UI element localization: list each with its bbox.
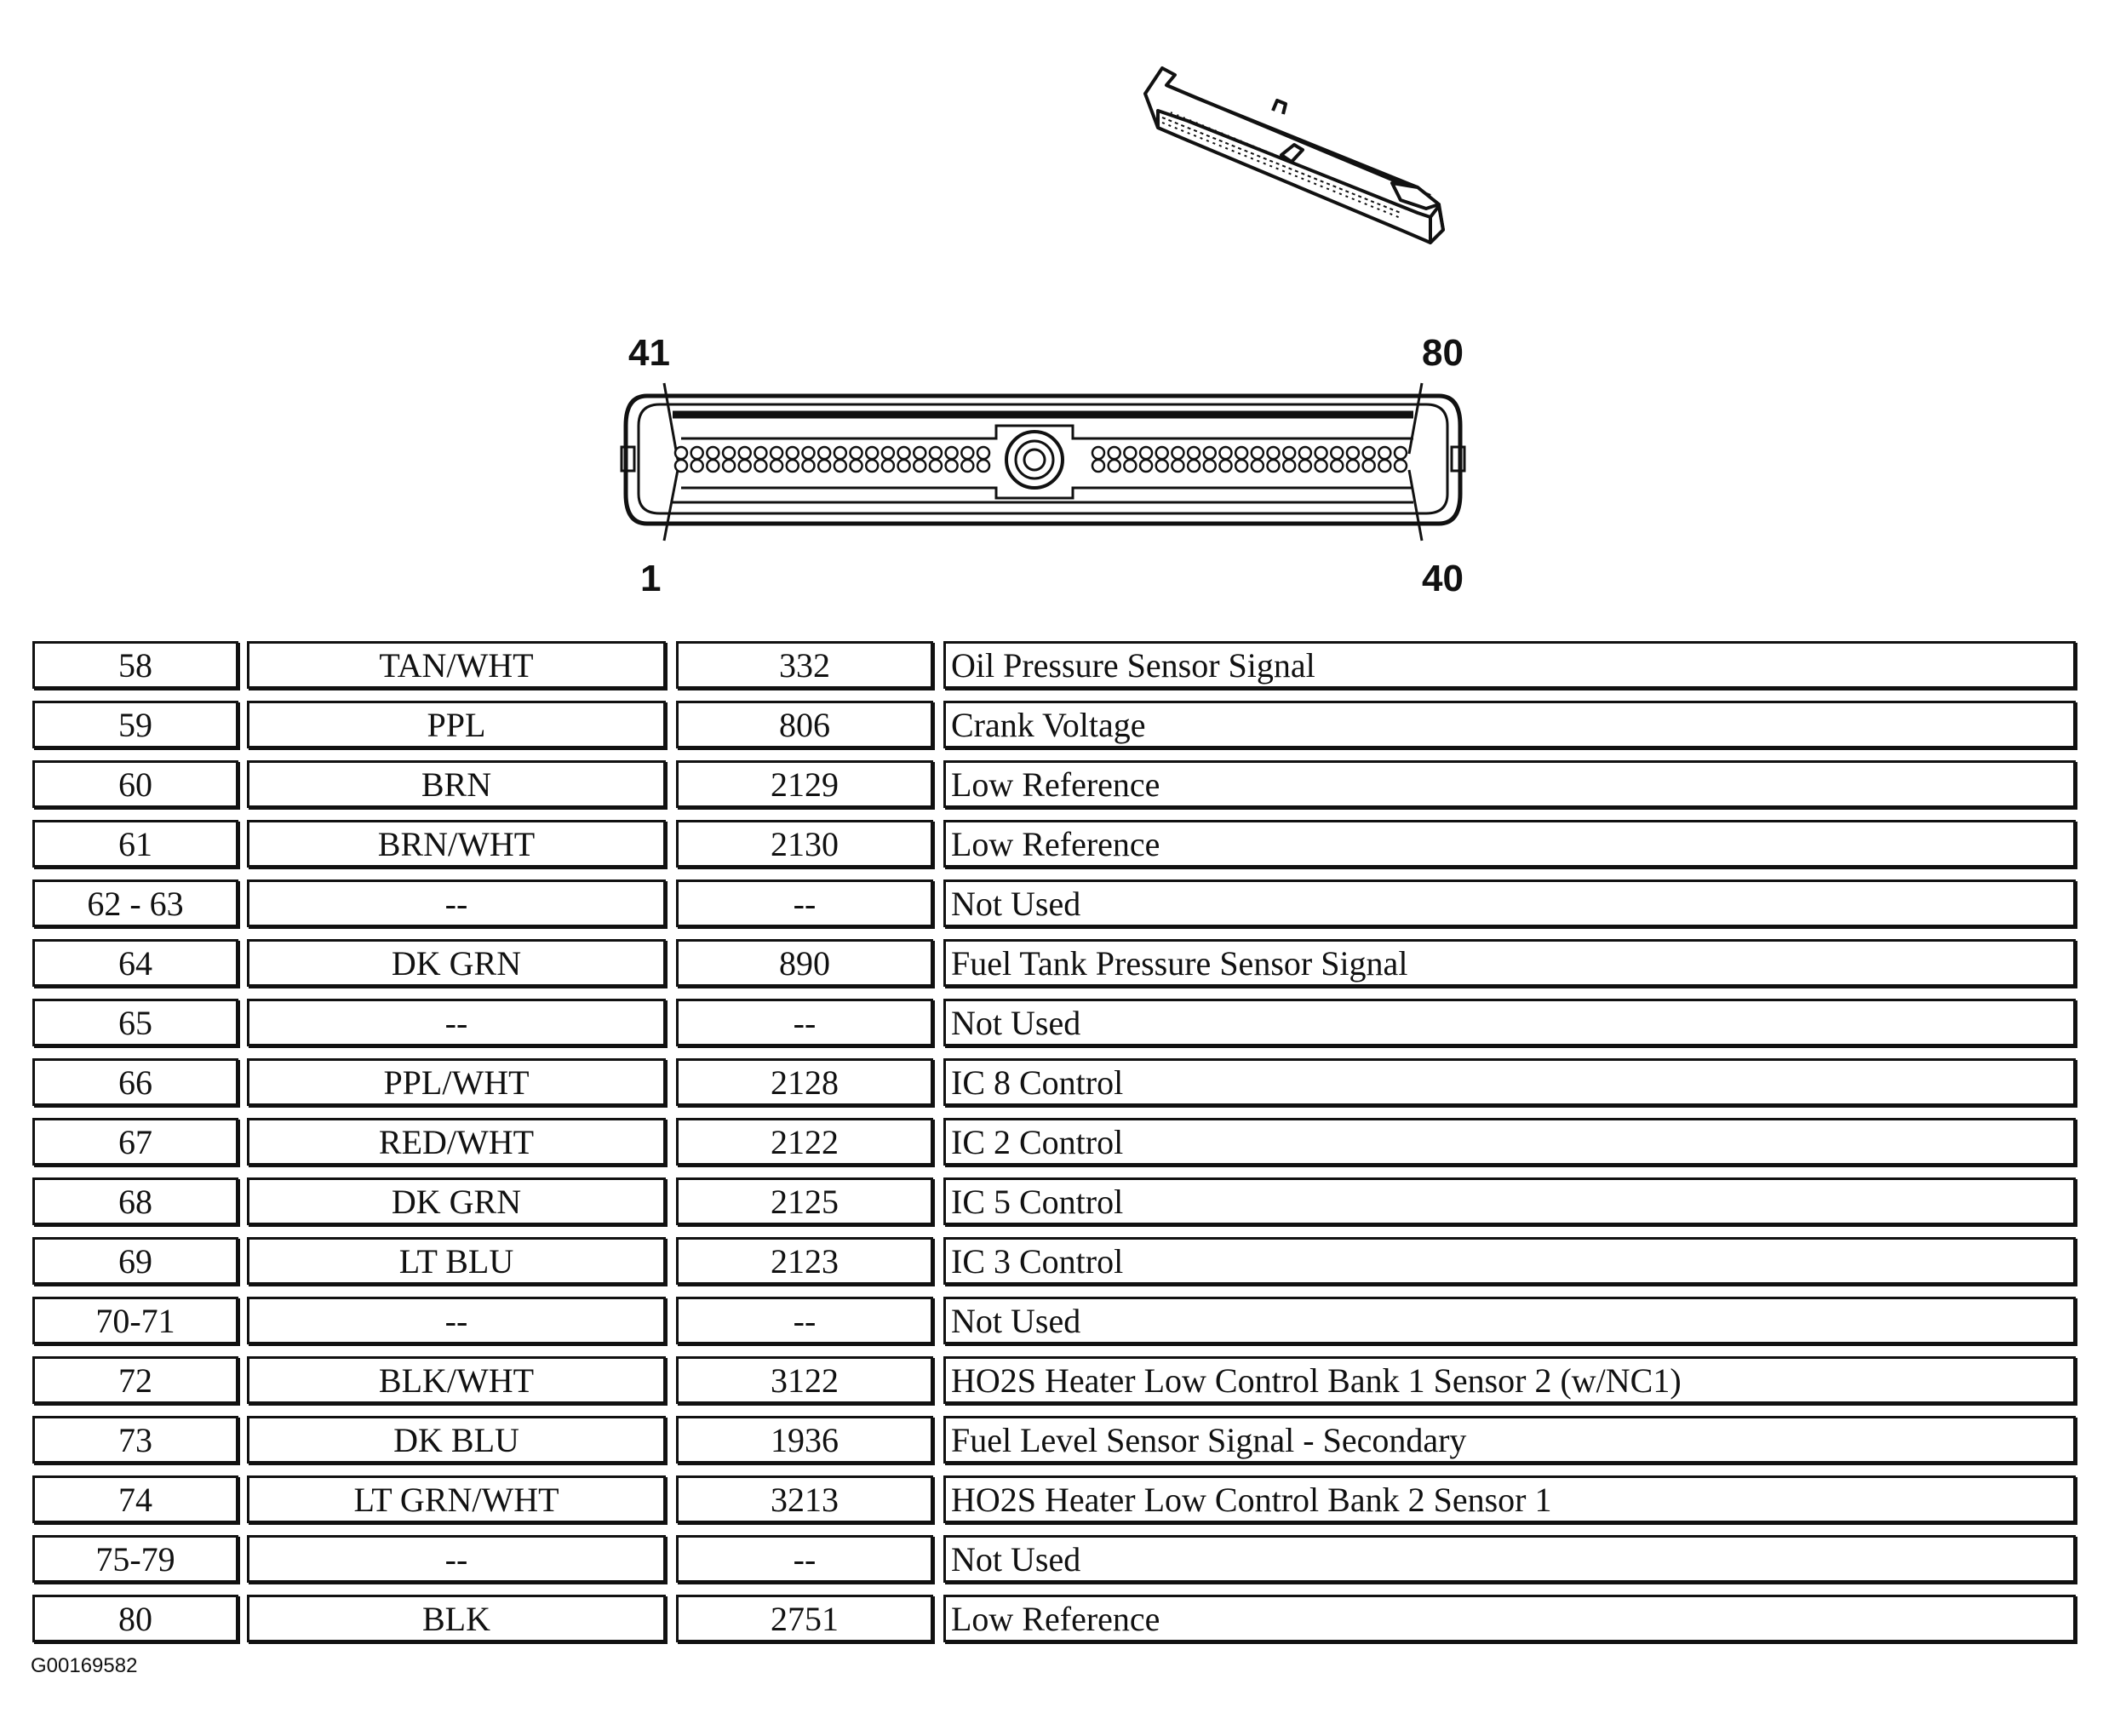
connector-pin	[898, 460, 910, 472]
wire-color-cell: BRN/WHT	[247, 820, 666, 868]
connector-pin	[707, 460, 719, 472]
connector-pin	[1188, 460, 1200, 472]
circuit-number-cell: 332	[676, 641, 933, 689]
connector-pin	[707, 447, 719, 459]
pin-number-cell: 59	[32, 701, 238, 748]
table-row	[32, 939, 2076, 999]
function-cell: Not Used	[943, 999, 2076, 1046]
connector-pin	[1188, 447, 1200, 459]
function-cell: Fuel Level Sensor Signal - Secondary	[943, 1416, 2076, 1464]
connector-pin	[1331, 447, 1343, 459]
connector-pin	[1204, 447, 1216, 459]
wire-color-cell: --	[247, 999, 666, 1046]
circuit-number-cell: 2122	[676, 1118, 933, 1166]
connector-face-view	[596, 319, 1490, 613]
table-row	[32, 701, 2076, 760]
connector-pin	[834, 460, 846, 472]
circuit-number-cell: 806	[676, 701, 933, 748]
wire-color-cell: --	[247, 1297, 666, 1344]
connector-pin	[1283, 447, 1295, 459]
function-cell: Not Used	[943, 1535, 2076, 1583]
table-row	[32, 1416, 2076, 1475]
connector-pin	[882, 460, 894, 472]
connector-pin	[1156, 460, 1168, 472]
connector-pin	[818, 460, 830, 472]
wire-color-cell: LT GRN/WHT	[247, 1475, 666, 1523]
connector-pin	[1331, 460, 1343, 472]
table-row	[32, 1237, 2076, 1297]
table-row	[32, 1177, 2076, 1237]
connector-pin	[977, 460, 989, 472]
pin-number-cell: 68	[32, 1177, 238, 1225]
pin-number-cell: 62 - 63	[32, 879, 238, 927]
circuit-number-cell: 890	[676, 939, 933, 987]
function-cell: IC 2 Control	[943, 1118, 2076, 1166]
pin-label-bottom-right: 40	[1422, 558, 1464, 599]
wire-color-cell: --	[247, 1535, 666, 1583]
function-cell: IC 8 Control	[943, 1058, 2076, 1106]
connector-pin	[1268, 447, 1280, 459]
pin-number-cell: 74	[32, 1475, 238, 1523]
connector-pin	[1315, 447, 1327, 459]
function-cell: IC 3 Control	[943, 1237, 2076, 1285]
pin-number-cell: 80	[32, 1595, 238, 1642]
connector-pin	[961, 460, 973, 472]
table-row	[32, 1058, 2076, 1118]
connector-pin	[818, 447, 830, 459]
function-cell: HO2S Heater Low Control Bank 1 Sensor 2 (w/NC1)	[943, 1356, 2076, 1404]
connector-pin	[930, 447, 942, 459]
circuit-number-cell: 2130	[676, 820, 933, 868]
pin-number-cell: 67	[32, 1118, 238, 1166]
circuit-number-cell: 2129	[676, 760, 933, 808]
table-row	[32, 1475, 2076, 1535]
wire-color-cell: PPL	[247, 701, 666, 748]
table-row	[32, 1297, 2076, 1356]
function-cell: Crank Voltage	[943, 701, 2076, 748]
connector-pin	[851, 447, 862, 459]
pinout-table	[32, 641, 2076, 1654]
connector-pin	[1395, 447, 1407, 459]
connector-pin	[754, 447, 766, 459]
table-row	[32, 1356, 2076, 1416]
table-row	[32, 1118, 2076, 1177]
connector-pin	[977, 447, 989, 459]
connector-pin	[1347, 460, 1359, 472]
table-row	[32, 820, 2076, 879]
connector-pin	[1124, 447, 1136, 459]
connector-pin	[787, 447, 799, 459]
connector-pin	[914, 447, 925, 459]
connector-pin	[1204, 460, 1216, 472]
function-cell: HO2S Heater Low Control Bank 2 Sensor 1	[943, 1475, 2076, 1523]
connector-pin	[1299, 460, 1311, 472]
connector-pin	[802, 447, 814, 459]
circuit-number-cell: 2125	[676, 1177, 933, 1225]
connector-pin	[675, 460, 687, 472]
pin-label-top-left: 41	[628, 332, 670, 374]
function-cell: Fuel Tank Pressure Sensor Signal	[943, 939, 2076, 987]
pin-number-cell: 58	[32, 641, 238, 689]
connector-pin	[739, 447, 751, 459]
connector-pin	[1363, 447, 1375, 459]
connector-isometric-illustration	[1137, 60, 1486, 315]
figure-id: G00169582	[31, 1654, 138, 1677]
connector-pin	[787, 460, 799, 472]
connector-pin	[691, 447, 703, 459]
wire-color-cell: DK GRN	[247, 1177, 666, 1225]
connector-pin	[1315, 460, 1327, 472]
circuit-number-cell: 3213	[676, 1475, 933, 1523]
connector-pin	[771, 460, 782, 472]
connector-pin	[946, 460, 958, 472]
connector-pin	[882, 447, 894, 459]
circuit-number-cell: --	[676, 879, 933, 927]
connector-pin	[1092, 460, 1104, 472]
connector-pin	[739, 460, 751, 472]
connector-pin	[1124, 460, 1136, 472]
connector-pin	[754, 460, 766, 472]
wire-color-cell: RED/WHT	[247, 1118, 666, 1166]
function-cell: Low Reference	[943, 1595, 2076, 1642]
connector-pin	[1156, 447, 1168, 459]
pin-number-cell: 61	[32, 820, 238, 868]
pin-number-cell: 60	[32, 760, 238, 808]
circuit-number-cell: 1936	[676, 1416, 933, 1464]
wire-color-cell: TAN/WHT	[247, 641, 666, 689]
pin-number-cell: 70-71	[32, 1297, 238, 1344]
connector-pin	[1252, 447, 1264, 459]
wire-color-cell: BLK	[247, 1595, 666, 1642]
function-cell: Oil Pressure Sensor Signal	[943, 641, 2076, 689]
connector-pin	[1140, 460, 1152, 472]
connector-pin	[1395, 460, 1407, 472]
pin-number-cell: 65	[32, 999, 238, 1046]
connector-pin	[1235, 447, 1247, 459]
connector-pin	[866, 460, 878, 472]
connector-pin	[1109, 447, 1120, 459]
connector-pin	[723, 460, 735, 472]
connector-pin	[1235, 460, 1247, 472]
table-row	[32, 879, 2076, 939]
circuit-number-cell: 3122	[676, 1356, 933, 1404]
pin-number-cell: 66	[32, 1058, 238, 1106]
connector-pin	[1283, 460, 1295, 472]
connector-pin	[1140, 447, 1152, 459]
connector-pin	[898, 447, 910, 459]
connector-pin	[914, 460, 925, 472]
function-cell: Not Used	[943, 1297, 2076, 1344]
table-row	[32, 641, 2076, 701]
connector-pin	[1092, 447, 1104, 459]
wire-color-cell: PPL/WHT	[247, 1058, 666, 1106]
circuit-number-cell: 2751	[676, 1595, 933, 1642]
connector-pin	[1378, 460, 1390, 472]
connector-pin	[675, 447, 687, 459]
table-row	[32, 999, 2076, 1058]
table-row	[32, 1595, 2076, 1654]
wire-color-cell: LT BLU	[247, 1237, 666, 1285]
connector-pin	[834, 447, 846, 459]
pin-label-bottom-left: 1	[640, 558, 662, 599]
wire-color-cell: BLK/WHT	[247, 1356, 666, 1404]
connector-pin	[866, 447, 878, 459]
wire-color-cell: DK GRN	[247, 939, 666, 987]
pin-number-cell: 73	[32, 1416, 238, 1464]
connector-pin	[1347, 447, 1359, 459]
connector-pin	[1299, 447, 1311, 459]
connector-pin	[1252, 460, 1264, 472]
connector-pin	[961, 447, 973, 459]
function-cell: IC 5 Control	[943, 1177, 2076, 1225]
connector-pin	[691, 460, 703, 472]
circuit-number-cell: --	[676, 1535, 933, 1583]
connector-pin	[1109, 460, 1120, 472]
table-row	[32, 1535, 2076, 1595]
connector-pin	[1219, 447, 1231, 459]
connector-pin	[1172, 447, 1183, 459]
wire-color-cell: --	[247, 879, 666, 927]
function-cell: Low Reference	[943, 820, 2076, 868]
connector-pin	[1363, 460, 1375, 472]
function-cell: Not Used	[943, 879, 2076, 927]
circuit-number-cell: --	[676, 1297, 933, 1344]
pin-label-top-right: 80	[1422, 332, 1464, 374]
connector-pin	[851, 460, 862, 472]
connector-pin	[723, 447, 735, 459]
connector-pin	[802, 460, 814, 472]
function-cell: Low Reference	[943, 760, 2076, 808]
circuit-number-cell: 2128	[676, 1058, 933, 1106]
connector-pin	[1268, 460, 1280, 472]
circuit-number-cell: --	[676, 999, 933, 1046]
connector-pin	[1378, 447, 1390, 459]
pin-number-cell: 75-79	[32, 1535, 238, 1583]
connector-pin	[1172, 460, 1183, 472]
pin-number-cell: 69	[32, 1237, 238, 1285]
connector-pin	[1219, 460, 1231, 472]
connector-pin	[946, 447, 958, 459]
pin-number-cell: 72	[32, 1356, 238, 1404]
wire-color-cell: DK BLU	[247, 1416, 666, 1464]
circuit-number-cell: 2123	[676, 1237, 933, 1285]
table-row	[32, 760, 2076, 820]
connector-pin	[771, 447, 782, 459]
wire-color-cell: BRN	[247, 760, 666, 808]
connector-pin	[930, 460, 942, 472]
pin-number-cell: 64	[32, 939, 238, 987]
